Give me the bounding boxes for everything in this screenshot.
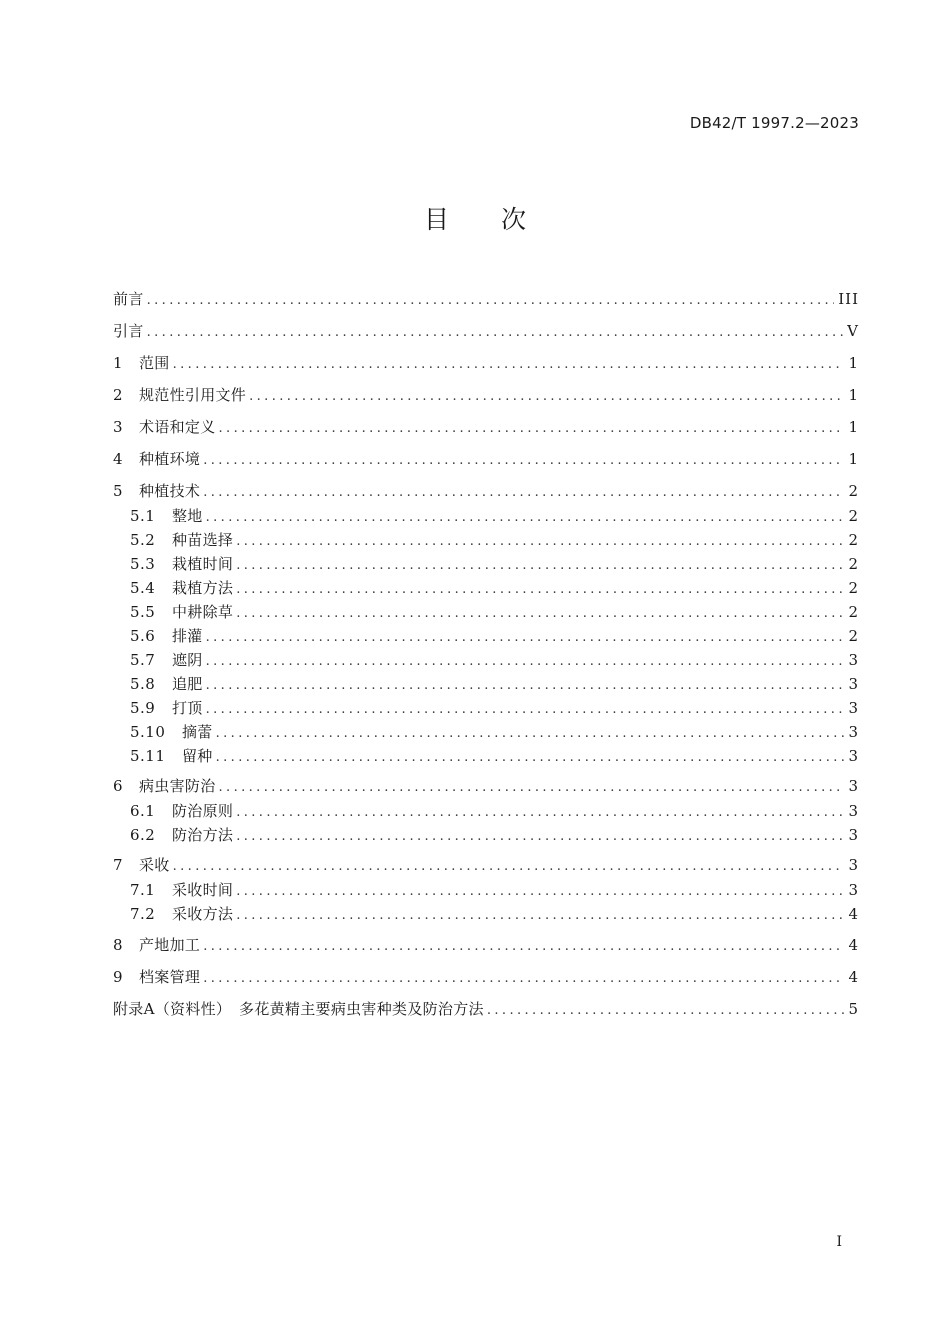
- toc-entry-label: 规范性引用文件: [139, 386, 247, 404]
- toc-entry-page: 3: [848, 723, 859, 741]
- toc-entry-5[interactable]: [113, 480, 859, 502]
- toc-leader-dots: [219, 418, 845, 440]
- toc-leader-dots: [236, 579, 844, 601]
- toc-entry-number: 1: [113, 354, 123, 372]
- toc-entry-5-8[interactable]: [130, 673, 859, 695]
- toc-entry-page: 4: [848, 936, 859, 954]
- toc-entry-5-11[interactable]: [130, 745, 859, 767]
- toc-entry-label: 采收: [139, 856, 170, 874]
- toc-leader-dots: [173, 856, 845, 878]
- toc-entry-label: 种植技术: [139, 482, 201, 500]
- toc-entry-label: 排灌: [172, 627, 203, 645]
- toc-entry-label: 打顶: [172, 699, 203, 717]
- toc-leader-dots: [216, 747, 845, 769]
- toc-entry-label: 种植环境: [139, 450, 201, 468]
- toc-leader-dots: [173, 354, 845, 376]
- toc-entry-7[interactable]: [113, 854, 859, 876]
- toc-leader-dots: [206, 699, 845, 721]
- toc-entry-label: 采收时间: [172, 881, 234, 899]
- toc-entry-label: 遮阴: [172, 651, 203, 669]
- toc-entry-label: 前言: [113, 290, 144, 308]
- toc-entry-3[interactable]: [113, 416, 859, 438]
- toc-leader-dots: [147, 322, 844, 344]
- toc-leader-dots: [203, 450, 844, 472]
- toc-entry-label: 栽植方法: [172, 579, 234, 597]
- toc-entry-appendix-a[interactable]: [113, 998, 859, 1020]
- toc-leader-dots: [236, 881, 844, 903]
- toc-entry-8[interactable]: [113, 934, 859, 956]
- toc-entry-5-9[interactable]: [130, 697, 859, 719]
- toc-leader-dots: [219, 777, 845, 799]
- toc-entry-number: 3: [113, 418, 123, 436]
- toc-leader-dots: [203, 936, 844, 958]
- toc-entry-label: 摘蕾: [182, 723, 213, 741]
- toc-entry-label: 防治方法: [172, 826, 234, 844]
- toc-entry-number: 4: [113, 450, 123, 468]
- toc-entry-label: 种苗选择: [172, 531, 234, 549]
- toc-entry-number: 5: [113, 482, 123, 500]
- toc-entry-5-10[interactable]: [130, 721, 859, 743]
- toc-leader-dots: [206, 627, 845, 649]
- toc-leader-dots: [206, 651, 845, 673]
- toc-entry-number: 5.11: [130, 747, 166, 765]
- toc-entry-page: 2: [848, 627, 859, 645]
- toc-title-char-1: 目: [423, 205, 449, 234]
- toc-entry-page: 3: [848, 856, 859, 874]
- toc-entry-foreword[interactable]: [113, 288, 859, 310]
- toc-leader-dots: [236, 555, 844, 577]
- toc-leader-dots: [147, 290, 835, 312]
- toc-entry-number: 6.1: [130, 802, 156, 820]
- toc-entry-6-2[interactable]: [130, 824, 859, 846]
- toc-leader-dots: [487, 1000, 845, 1022]
- toc-entry-page: 2: [848, 603, 859, 621]
- toc-entry-label: 追肥: [172, 675, 203, 693]
- toc-leader-dots: [203, 968, 844, 990]
- toc-leader-dots: [249, 386, 844, 408]
- toc-entry-label: 范围: [139, 354, 170, 372]
- toc-entry-page: 4: [848, 968, 859, 986]
- page-number: I: [836, 1234, 842, 1250]
- toc-entry-5-6[interactable]: [130, 625, 859, 647]
- toc-entry-number: 5.10: [130, 723, 166, 741]
- toc-entry-page: 2: [848, 482, 859, 500]
- toc-entry-number: 8: [113, 936, 123, 954]
- toc-entry-number: 6: [113, 777, 123, 795]
- toc-entry-page: III: [838, 290, 859, 308]
- toc-entry-5-4[interactable]: [130, 577, 859, 599]
- toc-entry-number: 5.9: [130, 699, 156, 717]
- toc-entry-label: 档案管理: [139, 968, 201, 986]
- toc-entry-page: 3: [848, 777, 859, 795]
- toc-entry-number: 7: [113, 856, 123, 874]
- toc-entry-page: 3: [848, 802, 859, 820]
- toc-entry-label: 防治原则: [172, 802, 234, 820]
- toc-entry-page: 3: [848, 826, 859, 844]
- toc-entry-page: 3: [848, 747, 859, 765]
- toc-entry-number: 5.4: [130, 579, 156, 597]
- toc-entry-number: 5.6: [130, 627, 156, 645]
- toc-leader-dots: [216, 723, 845, 745]
- toc-entry-9[interactable]: [113, 966, 859, 988]
- toc-entry-number: 5.1: [130, 507, 156, 525]
- toc-entry-page: 2: [848, 507, 859, 525]
- toc-leader-dots: [236, 802, 844, 824]
- toc-entry-page: 2: [848, 579, 859, 597]
- toc-entry-label: 留种: [182, 747, 213, 765]
- toc-entry-page: 1: [848, 418, 859, 436]
- toc-entry-page: 3: [848, 699, 859, 717]
- toc-entry-6[interactable]: [113, 775, 859, 797]
- toc-entry-page: 1: [848, 354, 859, 372]
- toc-leader-dots: [236, 531, 844, 553]
- toc-entry-7-2[interactable]: [130, 903, 859, 925]
- toc-entry-number: 5.2: [130, 531, 156, 549]
- toc-entry-label: 附录A（资料性） 多花黄精主要病虫害种类及防治方法: [113, 1000, 484, 1018]
- toc-leader-dots: [236, 905, 844, 927]
- toc-leader-dots: [203, 482, 844, 504]
- toc-entry-number: 2: [113, 386, 123, 404]
- toc-entry-number: 7.2: [130, 905, 156, 923]
- toc-entry-5-2[interactable]: [130, 529, 859, 551]
- toc-entry-5-1[interactable]: [130, 505, 859, 527]
- document-code: DB42/T 1997.2—2023: [689, 114, 859, 132]
- toc-entry-page: 1: [848, 450, 859, 468]
- toc-entry-introduction[interactable]: [113, 320, 859, 342]
- toc-entry-number: 5.5: [130, 603, 156, 621]
- toc-entry-label: 中耕除草: [172, 603, 234, 621]
- toc-entry-5-7[interactable]: [130, 649, 859, 671]
- toc-entry-number: 7.1: [130, 881, 156, 899]
- toc-entry-page: 3: [848, 651, 859, 669]
- toc-entry-page: 1: [848, 386, 859, 404]
- toc-leader-dots: [206, 507, 845, 529]
- toc-entry-page: 4: [848, 905, 859, 923]
- toc-entry-number: 5.8: [130, 675, 156, 693]
- toc-entry-label: 栽植时间: [172, 555, 234, 573]
- toc-entry-label: 术语和定义: [139, 418, 216, 436]
- toc-entry-number: 5.3: [130, 555, 156, 573]
- table-of-contents: [113, 0, 859, 1344]
- toc-entry-page: 2: [848, 531, 859, 549]
- toc-entry-5-5[interactable]: [130, 601, 859, 623]
- toc-entry-2[interactable]: [113, 384, 859, 406]
- toc-entry-label: 引言: [113, 322, 144, 340]
- toc-entry-page: 3: [848, 675, 859, 693]
- toc-entry-number: 5.7: [130, 651, 156, 669]
- toc-entry-label: 病虫害防治: [139, 777, 216, 795]
- toc-entry-4[interactable]: [113, 448, 859, 470]
- toc-entry-label: 产地加工: [139, 936, 201, 954]
- toc-entry-label: 整地: [172, 507, 203, 525]
- toc-leader-dots: [236, 826, 844, 848]
- toc-entry-page: 3: [848, 881, 859, 899]
- toc-leader-dots: [236, 603, 844, 625]
- toc-entry-number: 6.2: [130, 826, 156, 844]
- toc-leader-dots: [206, 675, 845, 697]
- toc-entry-6-1[interactable]: [130, 800, 859, 822]
- toc-entry-1[interactable]: [113, 352, 859, 374]
- toc-title-char-2: 次: [501, 205, 527, 234]
- toc-entry-page: V: [847, 322, 859, 340]
- toc-entry-page: 2: [848, 555, 859, 573]
- toc-entry-label: 采收方法: [172, 905, 234, 923]
- toc-entry-number: 9: [113, 968, 123, 986]
- toc-entry-page: 5: [848, 1000, 859, 1018]
- toc-entry-5-3[interactable]: [130, 553, 859, 575]
- toc-entry-7-1[interactable]: [130, 879, 859, 901]
